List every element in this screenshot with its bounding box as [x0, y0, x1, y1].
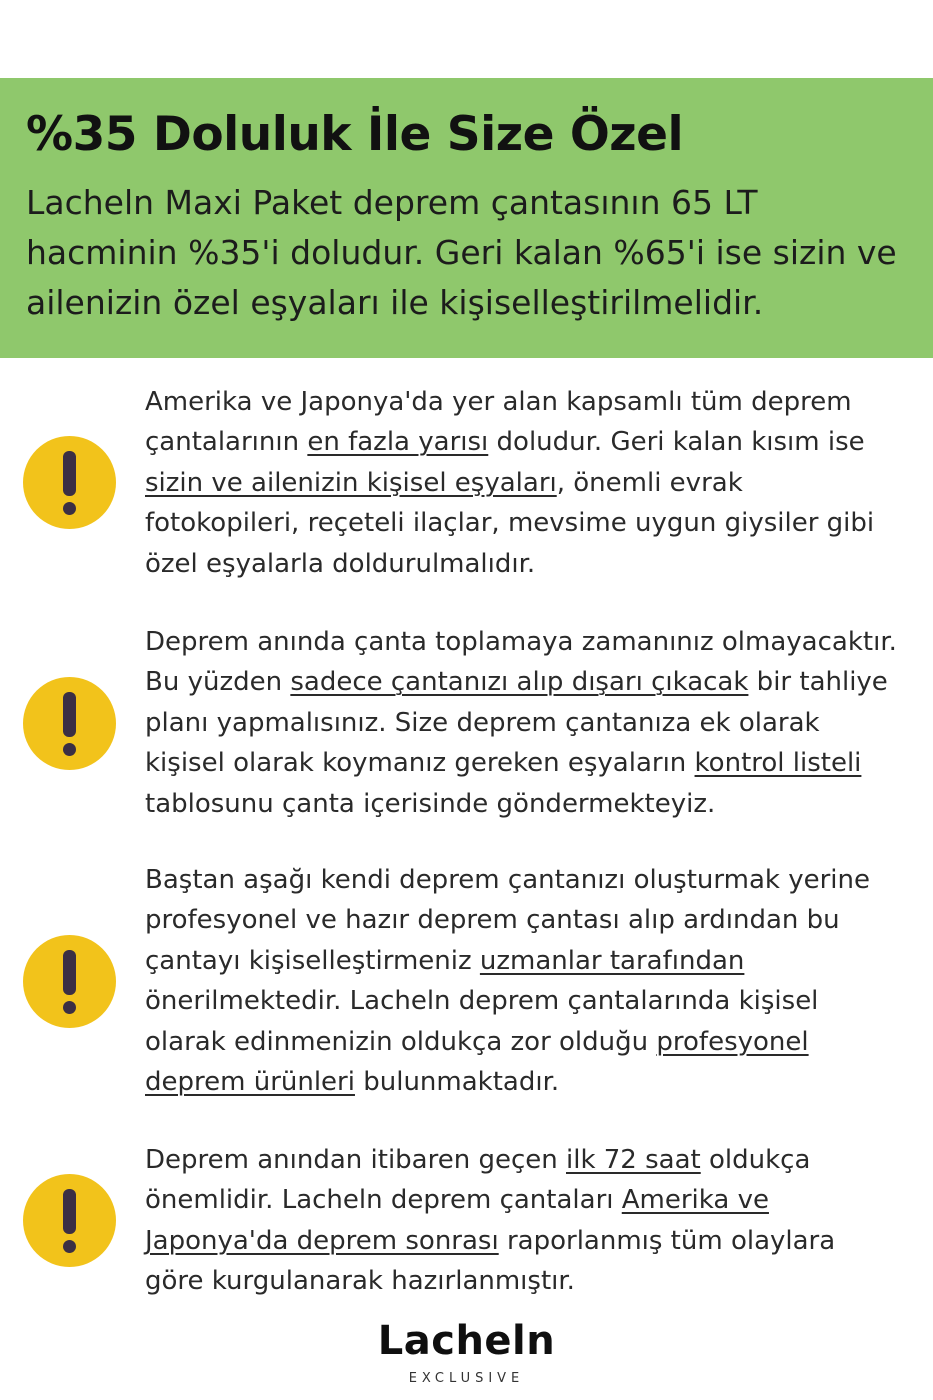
text-line: önerilmektedir. Lacheln deprem çantalarında kişisel	[145, 986, 819, 1017]
page-title: %35 Doluluk İle Size Özel	[26, 107, 684, 162]
banner-line: hacminin %35'i doludur. Geri kalan %65'i ise sizin ve	[26, 233, 897, 272]
text-line: Baştan aşağı kendi deprem çantanızı oluşturmak yerine	[145, 865, 870, 895]
brand-tagline: EXCLUSIVE	[408, 1371, 525, 1386]
text-line: göre kurgulanarak hazırlanmıştır.	[145, 1266, 575, 1297]
exclamation-bar	[63, 1189, 76, 1234]
exclamation-icon	[23, 935, 116, 1028]
text-segment: çantalarının	[145, 427, 308, 458]
text-line: planı yapmalısınız. Size deprem çantanıza ek olarak	[145, 707, 820, 738]
emphasis-text: deprem ürünleri	[145, 1067, 355, 1098]
text-line	[145, 463, 933, 503]
text-line: profesyonel ve hazır deprem çantası alıp ardından bu	[145, 905, 840, 936]
text-line: tablosunu çanta içerisinde göndermekteyiz.	[145, 788, 716, 819]
text-segment: bir tahliye	[748, 667, 888, 698]
text-line	[145, 662, 933, 702]
text-line	[145, 422, 933, 462]
text-line	[145, 1180, 933, 1220]
exclamation-dot	[63, 502, 76, 515]
exclamation-dot	[63, 743, 76, 756]
emphasis-text: sizin ve ailenizin kişisel eşyaları	[145, 467, 557, 498]
exclamation-icon	[23, 677, 116, 770]
text-segment: doludur. Geri kalan kısım ise	[488, 427, 865, 458]
emphasis-text: en fazla yarısı	[307, 427, 489, 458]
info-paragraph-1	[145, 382, 933, 584]
emphasis-text: profesyonel	[656, 1026, 809, 1057]
exclamation-dot	[63, 1001, 76, 1014]
text-segment: oldukça	[700, 1145, 811, 1175]
text-segment: Bu yüzden	[145, 667, 291, 698]
text-line	[145, 941, 933, 981]
text-segment: raporlanmış tüm olaylara	[498, 1225, 836, 1256]
text-line: Deprem anında çanta toplamaya zamanınız olmayacaktır.	[145, 627, 897, 657]
info-paragraph-3	[145, 860, 933, 1102]
text-line: Amerika ve Japonya'da yer alan kapsamlı tüm deprem	[145, 387, 852, 417]
text-line	[145, 1221, 933, 1261]
emphasis-text: Amerika ve	[621, 1185, 769, 1216]
text-segment: bulunmaktadır.	[354, 1067, 560, 1098]
text-line: özel eşyalarla doldurulmalıdır.	[145, 548, 536, 579]
text-line	[145, 1022, 933, 1062]
exclamation-dot	[63, 1240, 76, 1253]
emphasis-text: Japonya'da deprem sonrası	[145, 1225, 499, 1256]
info-paragraph-4	[145, 1140, 933, 1302]
exclamation-bar	[63, 451, 76, 496]
text-segment: kişisel olarak koymanız gereken eşyaların	[145, 748, 695, 779]
text-line: fotokopileri, reçeteli ilaçlar, mevsime uygun giysiler gibi	[145, 508, 875, 539]
text-segment: olarak edinmenizin oldukça zor olduğu	[145, 1026, 657, 1057]
exclamation-icon	[23, 1174, 116, 1267]
exclamation-icon	[23, 436, 116, 529]
emphasis-text: ilk 72 saat	[566, 1145, 701, 1175]
info-paragraph-2	[145, 622, 933, 824]
text-line	[145, 743, 933, 783]
emphasis-text: kontrol listeli	[694, 748, 862, 779]
brand-logo: Lacheln	[377, 1318, 556, 1364]
exclamation-bar	[63, 692, 76, 737]
text-segment: Deprem anından itibaren geçen	[145, 1145, 566, 1175]
emphasis-text: sadece çantanızı alıp dışarı çıkacak	[290, 667, 749, 698]
banner-description	[26, 178, 926, 328]
exclamation-bar	[63, 950, 76, 995]
text-line	[145, 1062, 933, 1102]
text-segment: , önemli evrak	[556, 467, 743, 498]
text-line	[145, 1140, 933, 1180]
text-segment: çantayı kişiselleştirmeniz	[145, 945, 480, 976]
banner-line: Lacheln Maxi Paket deprem çantasının 65 LT	[26, 183, 758, 222]
emphasis-text: uzmanlar tarafından	[479, 945, 745, 976]
banner-line: ailenizin özel eşyaları ile kişiselleştirilmelidir.	[26, 283, 764, 322]
text-segment: önemlidir. Lacheln deprem çantaları	[145, 1185, 622, 1216]
